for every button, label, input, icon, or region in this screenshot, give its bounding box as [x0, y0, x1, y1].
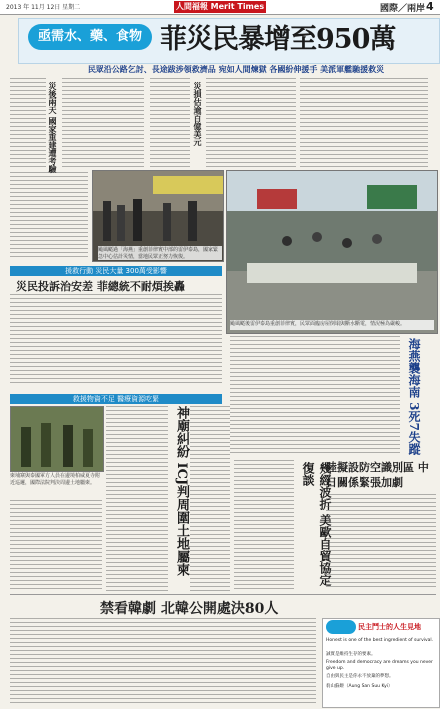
story3-body-text — [190, 406, 230, 592]
lead-body-text — [150, 78, 190, 170]
sidebar-quote-2-zh: 自由與民主是你永不放棄的夢想。 — [326, 674, 394, 679]
quote-icon — [326, 620, 356, 634]
lead-headline: 菲災民暴增至950萬 — [160, 24, 396, 55]
story6-headline: 陸擬設防空識別區 中日關係緊張加劇 — [326, 461, 429, 489]
story3-photo — [10, 406, 104, 472]
story7-headline: 禁看韓劇 北韓公開處決80人 — [100, 601, 279, 617]
story7-body-text — [10, 618, 316, 704]
sidebar-quote-2: Freedom and democracy are dreams you never give up. — [326, 660, 433, 671]
story3-body-text — [106, 406, 168, 592]
story3-headline: 神廟糾紛 ICJ判周圍土地屬柬 — [174, 406, 189, 577]
sidebar-author: 翁山蘇姬（Aung San Suu Kyi） — [326, 684, 393, 689]
lead-body-text — [206, 78, 296, 170]
story3-bar: 救援物資不足 醫療資源吃緊 — [10, 394, 222, 404]
lead-subhead: 民眾沿公路乞討、長途跋涉領救濟品 宛如人間煉獄 各國紛伸援手 美派軍艦馳援救災 — [87, 65, 385, 74]
story4-body-text — [234, 460, 294, 590]
lead-body-text — [300, 78, 428, 170]
lead-body-text — [62, 78, 144, 170]
issue-date: 2013 年 11月 12日 星期二 — [6, 4, 81, 11]
lead-caption-left: 颱風颳過「海燕」重創菲律賓中部的雷伊泰島，國家緊急中心估計災情，當地民眾正努力恢復。 — [98, 246, 222, 260]
sidebar-quote-1-zh: 誠實是維持生存的要素。 — [326, 652, 376, 657]
story4-headline: 幾經波折 美歐自貿協定復談 — [301, 462, 332, 587]
story2-body-text — [10, 294, 222, 386]
lead-body-text — [10, 78, 46, 170]
lead-side-headline-2: 災後兩天 國家重建遭考驗 — [48, 82, 58, 173]
lead-tagline: 亟需水、藥、食物 — [28, 24, 152, 50]
page-number: 4 — [426, 0, 434, 13]
newspaper-logo: 人間福報 Merit Times — [175, 2, 265, 11]
story5-body-text — [230, 336, 400, 456]
sidebar-title: 民主鬥士的人生見地 — [358, 623, 421, 631]
story5-headline: 海燕襲海南 3死7失蹤 — [407, 338, 421, 455]
lead-caption-right: 颱風颳後雷伊泰島重創菲律賓，民眾面臨房屋倒塌與斷水斷電，情況極為嚴峻。 — [230, 320, 434, 330]
story2-headline: 災民投訴治安差 菲總統不耐煩挨轟 — [16, 280, 185, 293]
story6-body-text — [326, 494, 436, 590]
lead-side-headline-1: 災損估逾百億美元 — [193, 82, 203, 146]
divider — [10, 594, 436, 595]
story3-body-text — [10, 500, 102, 592]
story2-bar: 援救行動 災民大量 300萬受影響 — [10, 266, 222, 276]
story3-caption: 柬埔寨與泰國軍方人員在邊境柏威夏寺附近巡邏，國際法院判決周邊土地屬柬。 — [10, 473, 101, 486]
lead-photo-right — [226, 170, 438, 334]
section-name: 國際／兩岸 — [380, 4, 426, 14]
lead-body-text — [10, 172, 88, 258]
sidebar-quote-1: Honest is one of the best ingredient of survival. — [326, 638, 434, 643]
